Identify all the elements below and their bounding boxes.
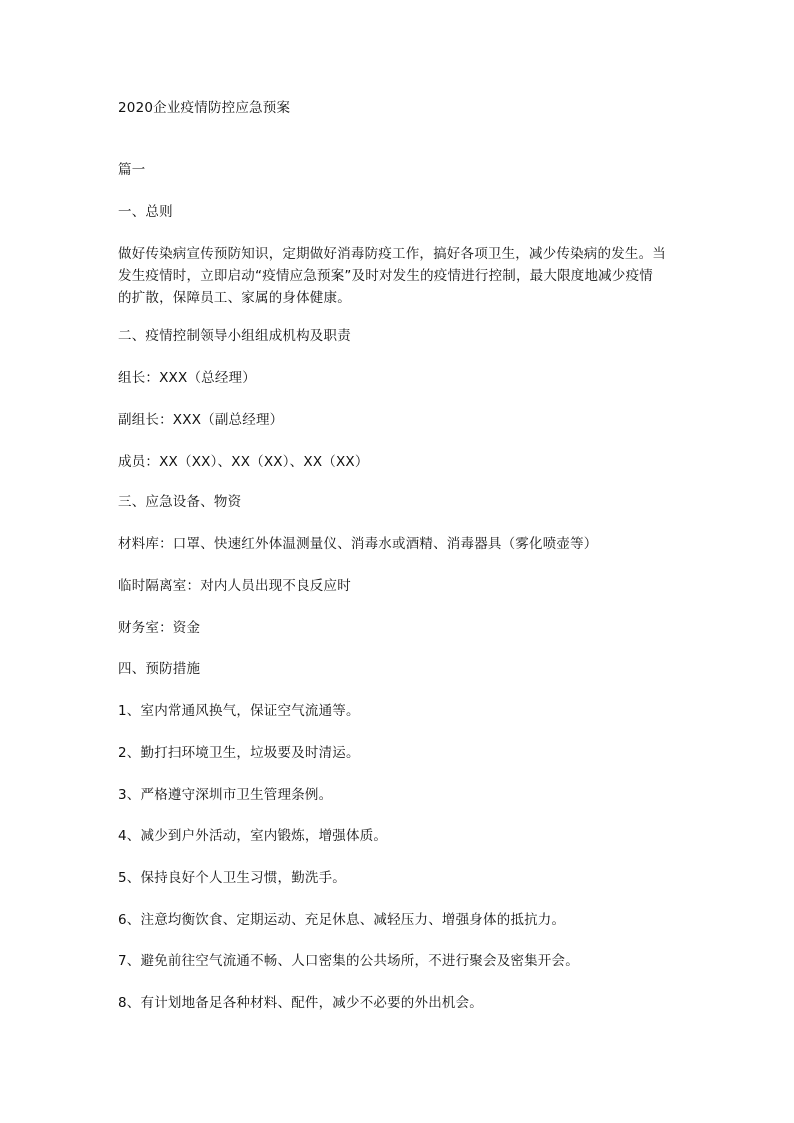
- section-2-heading: 二、疫情控制领导小组组成机构及职责: [118, 328, 351, 344]
- measure-item: 8、有计划地备足各种材料、配件，减少不必要的外出机会。: [118, 995, 483, 1011]
- section-1-paragraph: [118, 243, 678, 309]
- measure-item: 7、避免前往空气流通不畅、人口密集的公共场所，不进行聚会及密集开会。: [118, 953, 579, 969]
- section-4-heading: 四、预防措施: [118, 661, 201, 677]
- measure-item: 1、室内常通风换气，保证空气流通等。: [118, 703, 360, 719]
- measure-item: 4、减少到户外活动，室内锻炼，增强体质。: [118, 828, 388, 844]
- part-label: 篇一: [118, 162, 146, 178]
- measure-item: 2、勤打扫环境卫生，垃圾要及时清运。: [118, 745, 360, 761]
- measure-item: 3、严格遵守深圳市卫生管理条例。: [118, 787, 333, 803]
- deputy-leader-line: 副组长：XXX（副总经理）: [118, 412, 284, 428]
- leader-line: 组长：XXX（总经理）: [118, 370, 256, 386]
- paragraph-line: 做好传染病宣传预防知识，定期做好消毒防疫工作，搞好各项卫生，减少传染病的发生。当: [118, 246, 666, 262]
- document-title: 2020企业疫情防控应急预案: [118, 100, 291, 116]
- materials-line: 材料库：口罩、快速红外体温测量仪、消毒水或酒精、消毒器具（雾化喷壶等）: [118, 536, 598, 552]
- measure-item: 6、注意均衡饮食、定期运动、充足休息、减轻压力、增强身体的抵抗力。: [118, 912, 566, 928]
- paragraph-line: 的扩散，保障员工、家属的身体健康。: [118, 290, 351, 306]
- isolation-room-line: 临时隔离室：对内人员出现不良反应时: [118, 578, 351, 594]
- finance-line: 财务室：资金: [118, 620, 201, 636]
- paragraph-line: 发生疫情时，立即启动“疫情应急预案”及时对发生的疫情进行控制，最大限度地减少疫情: [118, 268, 653, 284]
- section-1-heading: 一、总则: [118, 204, 173, 220]
- members-line: 成员：XX（XX）、XX（XX）、XX（XX）: [118, 454, 369, 470]
- section-3-heading: 三、应急设备、物资: [118, 494, 242, 510]
- measure-item: 5、保持良好个人卫生习惯，勤洗手。: [118, 870, 346, 886]
